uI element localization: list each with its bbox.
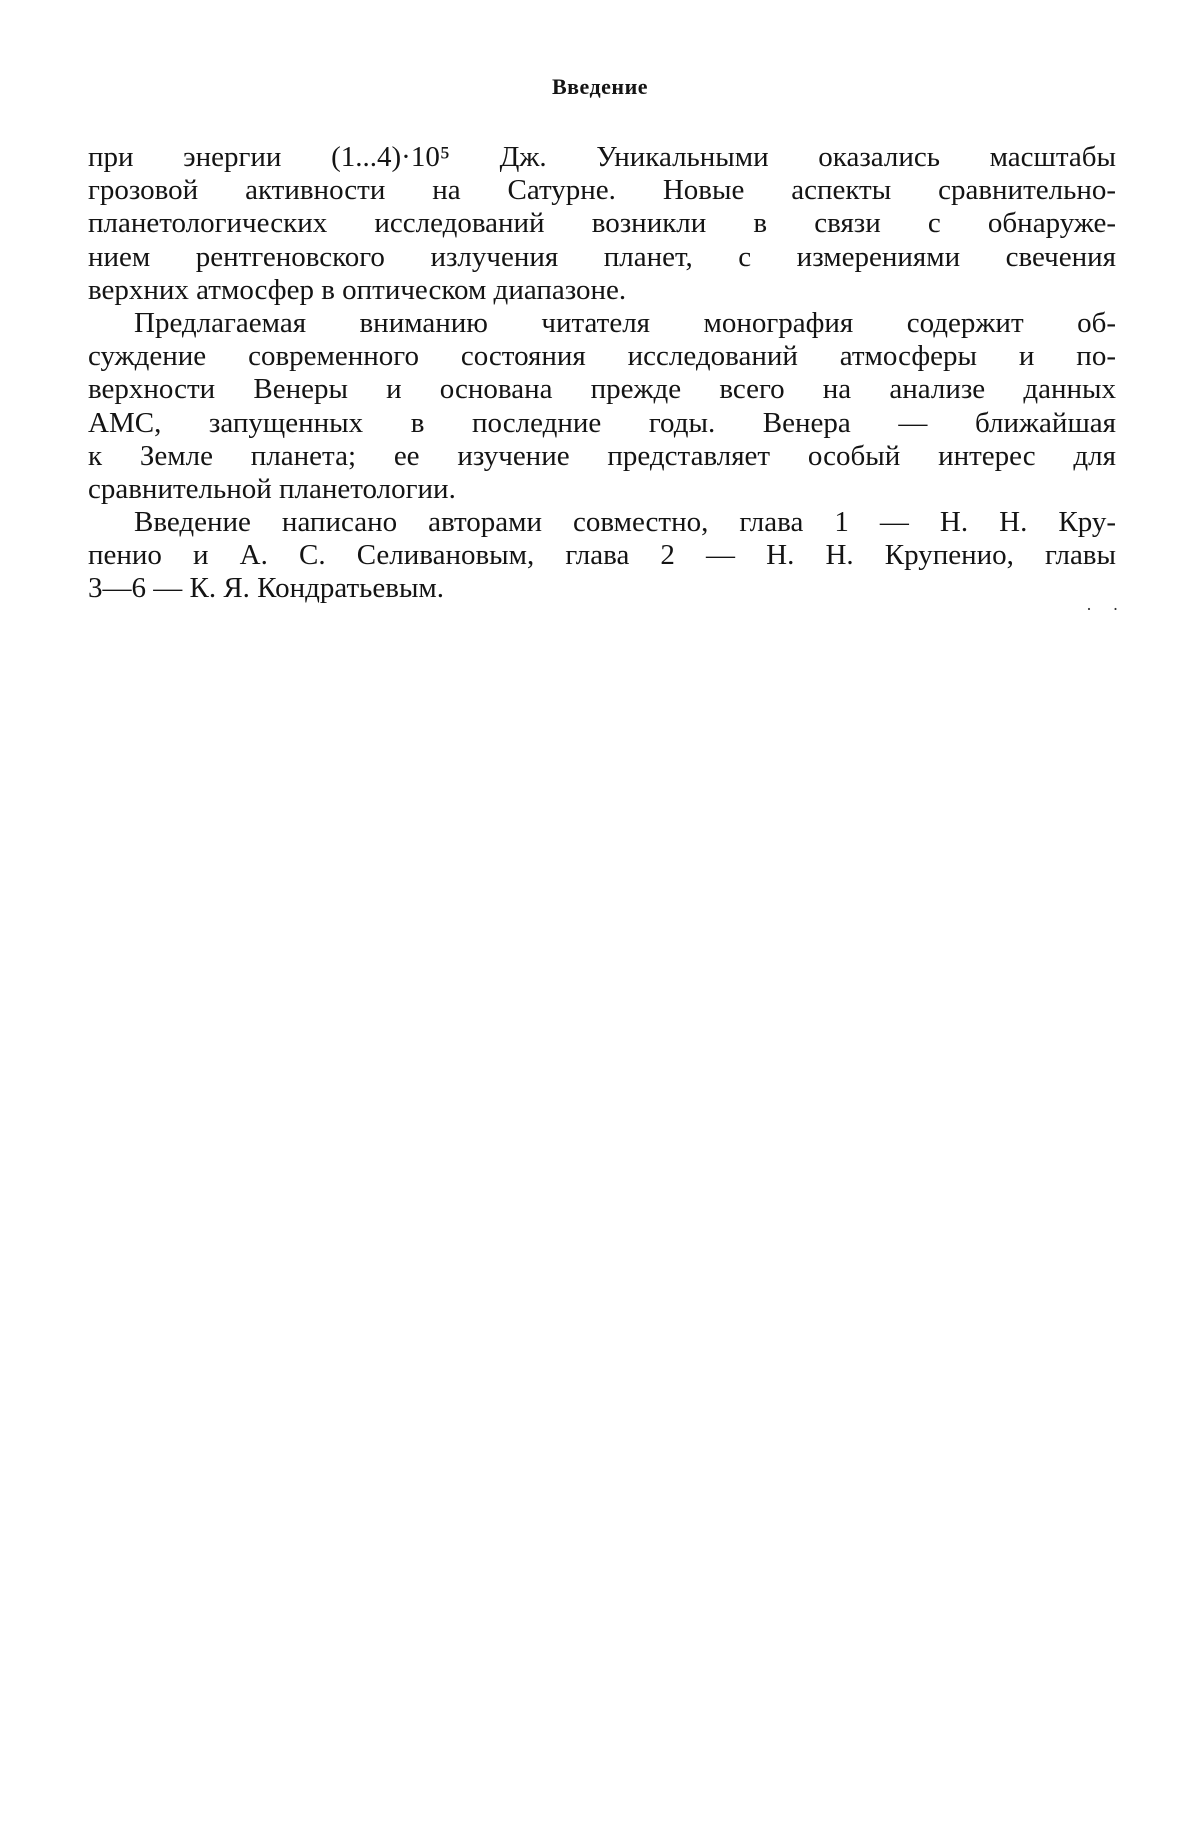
text-line: АМС, запущенных в последние годы. Венера — ближайшая [88,406,1116,439]
text-line: при энергии (1...4)·10⁵ Дж. Уникальными оказались масштабы [88,141,1116,173]
paragraph-1 [88,141,1116,307]
text-line: Введение написано авторами совместно, глава 1 — Н. Н. Кру- [134,506,1116,539]
text-line: верхности Венеры и основана прежде всего на анализе данных [88,373,1116,406]
text-line: сравнительной планетологии. [88,472,456,505]
paragraph-2 [88,307,1116,506]
text-line: к Земле планета; ее изучение представляет особый интерес для [88,439,1116,472]
paragraph-3 [88,506,1116,606]
text-line: верхних атмосфер в оптическом диапазоне. [88,273,627,306]
text-line: нием рентгеновского излучения планет, с измерениями свечения [88,240,1116,273]
text-line: 3—6 — К. Я. Кондратьевым. [88,572,445,605]
text-line: пенио и А. С. Селивановым, глава 2 — Н. Н. Крупенио, главы [88,539,1116,572]
text-line: суждение современного состояния исследований атмосферы и по- [88,340,1116,373]
text-line: грозовой активности на Сатурне. Новые аспекты сравнительно- [88,174,1116,207]
body-text [88,141,1116,606]
running-title: Введение [551,74,649,99]
print-marks: · · [1086,599,1127,619]
text-line: планетологических исследований возникли в связи с обнаруже- [88,207,1116,240]
text-line: Предлагаемая вниманию читателя монография содержит об- [134,306,1116,339]
